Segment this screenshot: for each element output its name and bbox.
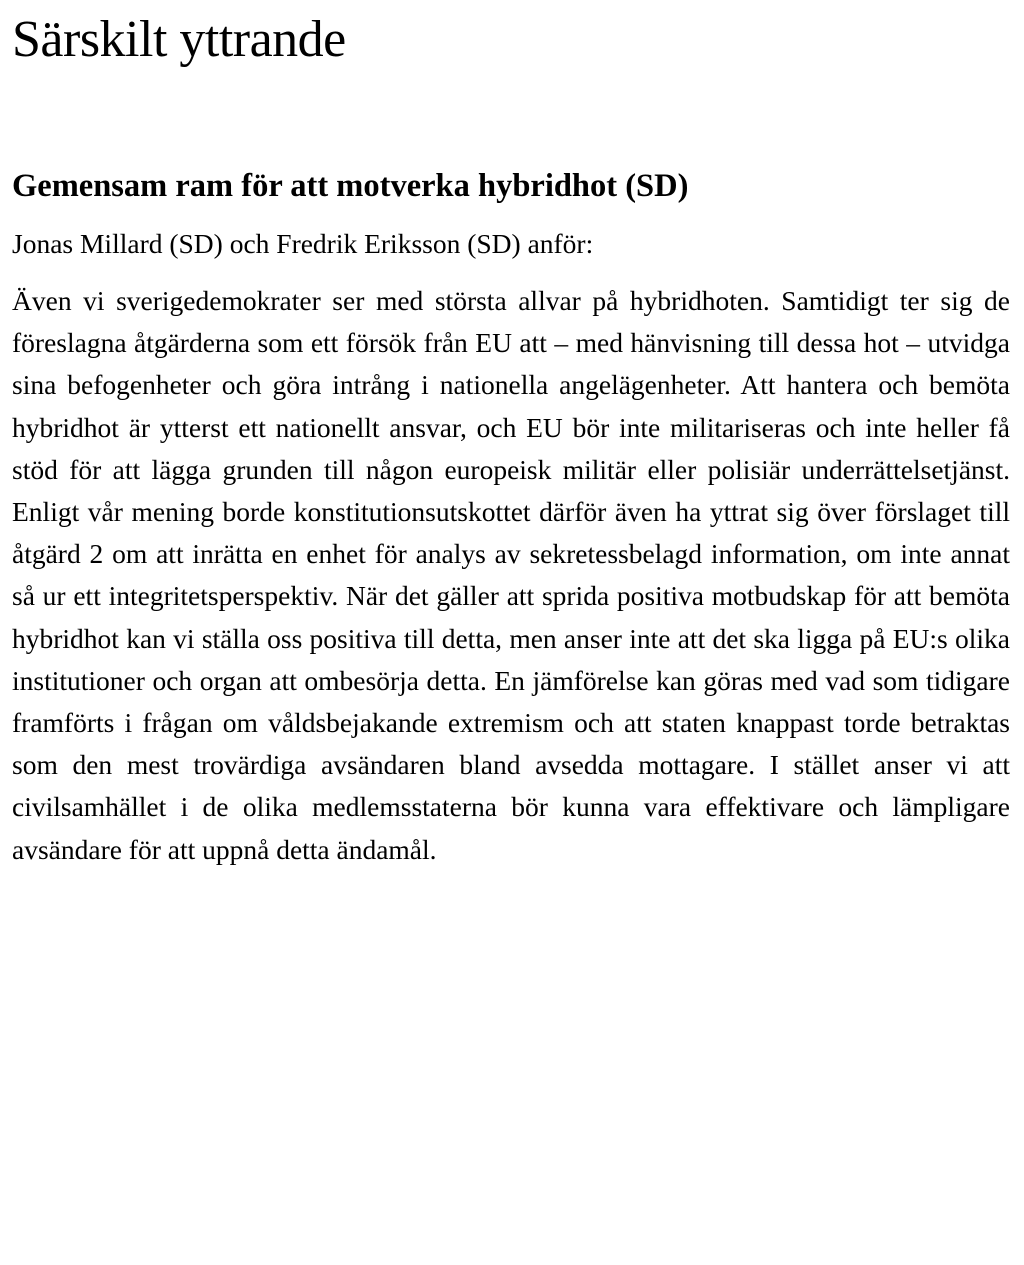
section-heading: Gemensam ram för att motverka hybridhot (SD) xyxy=(12,168,689,204)
byline: Jonas Millard (SD) och Fredrik Eriksson (SD) anför: xyxy=(12,228,594,259)
body-paragraph: Även vi sverigedemokrater ser med största allvar på hybridhoten. Samtidigt ter sig de föreslagna åtgärderna som ett försök från EU att – med hänvisning till dessa hot – utvidga sina befogenheter och göra intrång i nationella angelägenheter. Att hantera och bemöta hybridhot är ytterst ett nationellt ansvar, och EU bör inte militariseras och inte heller få stöd för att lägga grunden till någon europeisk militär eller polisiär underrättelsetjänst. Enligt vår mening borde konstitutionsutskottet därför även ha yttrat sig över förslaget till åtgärd 2 om att inrätta en enhet för analys av sekretessbelagd information, om inte annat så ur ett integritetsperspektiv. När det gäller att sprida positiva motbudskap för att bemöta hybridhot kan vi ställa oss positiva till detta, men anser inte att det ska ligga på EU:s olika institutioner och organ att ombesörja detta. En jämförelse kan göras med vad som tidigare framförts i frågan om våldsbejakande extremism och att staten knappast torde betraktas som den mest trovärdiga avsändaren bland avsedda mottagare. I stället anser vi att civilsamhället i de olika medlemsstaterna bör kunna vara effektivare och lämpligare avsändare för att uppnå detta ändamål. xyxy=(12,285,1010,865)
document-page xyxy=(12,0,1010,871)
page-title: Särskilt yttrande xyxy=(12,11,346,68)
